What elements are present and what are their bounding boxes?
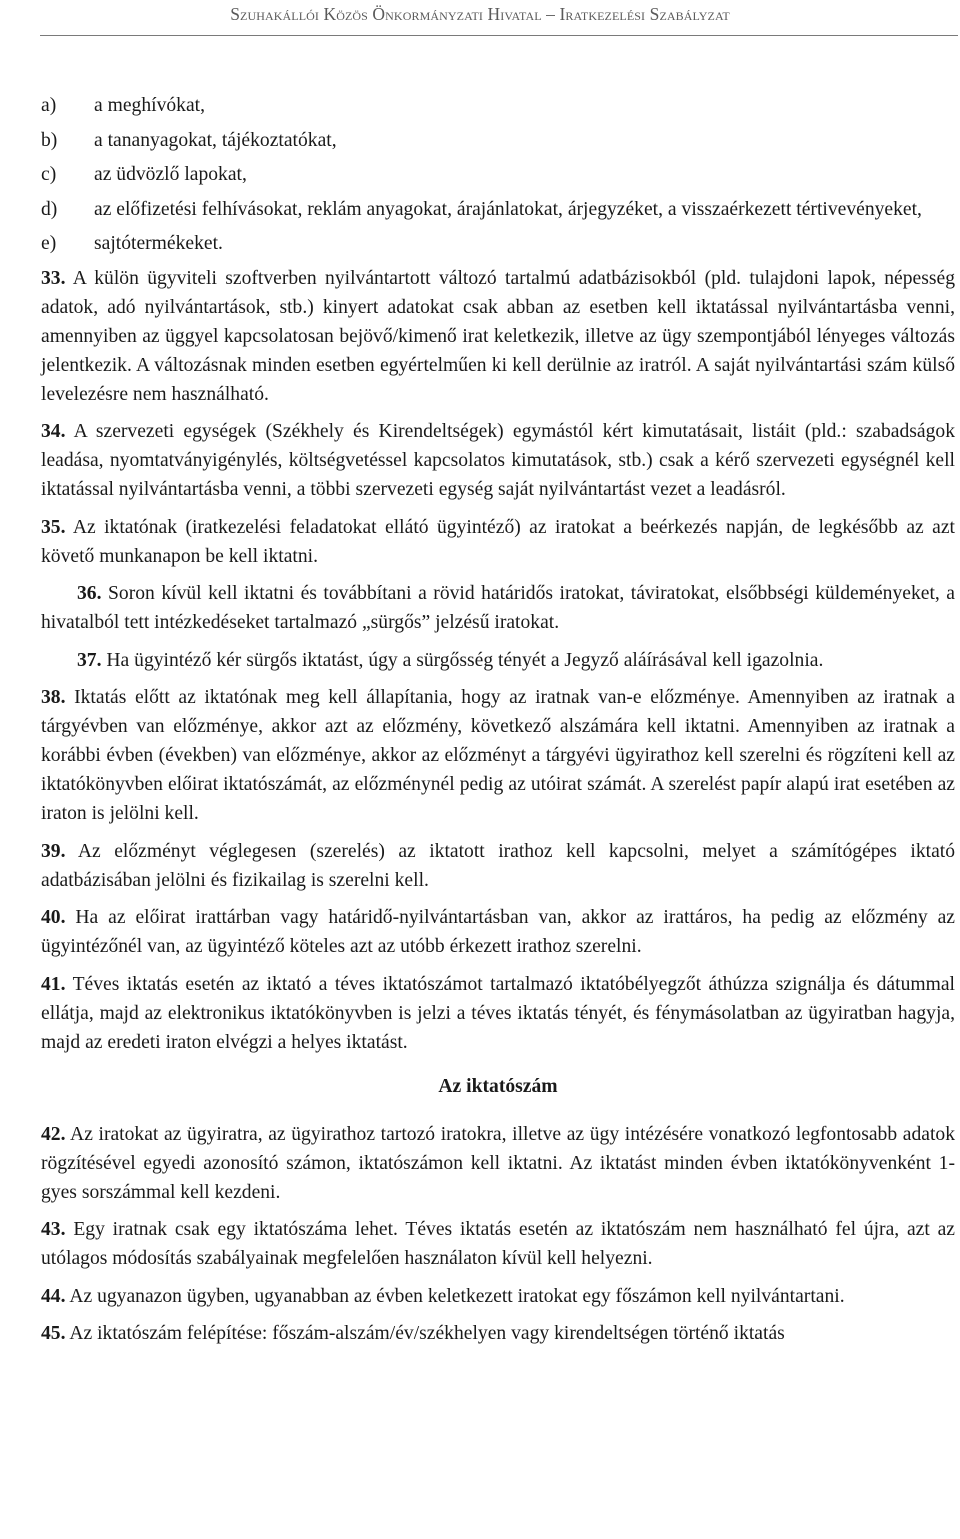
paragraph-text: Soron kívül kell iktatni és továbbítani a rövid határidős iratokat, táviratokat, elsőbbségi küldeményeket, a hivatalból tett intézkedéseket tartalmazó „sürgős” jelzésű iratokat. (41, 583, 955, 633)
paragraph-number: 39. (41, 840, 66, 862)
paragraph (41, 264, 955, 409)
paragraph-text: Az előzményt véglegesen (szerelés) az iktatott irathoz kell kapcsolni, melyet a számítógépes iktató adatbázisában jelölni és fizikailag is szerelni kell. (41, 840, 956, 891)
list-text: az előfizetési felhívásokat, reklám anyagokat, árajánlatokat, árjegyzéket, a visszaérkezett tértivevényeket, (94, 198, 922, 220)
paragraph-number: 33. (41, 267, 66, 289)
paragraph-number: 34. (41, 421, 66, 442)
paragraph-text: Az iratokat az ügyiratra, az ügyirathoz tartozó iratokra, illetve az ügy intézésére vonatkozó legfontosabb adatok rögzítésével egyedi azonosító számon, iktatószámon kell iktatni. Az iktatást minden évben iktatókönyvenként 1-gyes sorszámmal kell kezdeni. (41, 1123, 955, 1203)
section-heading: Az iktatószám (438, 1075, 558, 1097)
list-letter: a) (41, 95, 57, 116)
paragraph-text: Ha az előirat irattárban vagy határidő-nyilvántartásban van, akkor az irattáros, ha pedig az előzmény az ügyintézőnél van, az ügyintéző köteles azt az utóbb érkezett irathoz szerelni. (41, 907, 955, 957)
paragraph-number: 43. (41, 1219, 66, 1240)
list-item (41, 229, 955, 258)
paragraph-text: Az iktatónak (iratkezelési feladatokat ellátó ügyintéző) az iratokat a beérkezés napján, de legkésőbb az azt követő munkanapon be kell iktatni. (41, 516, 955, 567)
header-divider (40, 35, 958, 36)
paragraph-number: 35. (41, 516, 66, 538)
exclusion-list (41, 91, 955, 258)
paragraph-text: A szervezeti egységek (Székhely és Kirendeltségek) egymástól kért kimutatásait, listáit (pld.: szabadságok leadása, nyomtatványigénylés, költségvetéssel kapcsolatos kimutatások, stb.) csak a kérő szervezeti egységnél kell iktatással nyilvántartásba venni, a többi szervezeti egység saját nyilvántartást vezet a leadásról. (41, 421, 955, 500)
paragraph-number: 44. (41, 1285, 66, 1307)
paragraph-text: Téves iktatás esetén az iktató a téves iktatószámot tartalmazó iktatóbélyegzőt áthúzza szignálja és dátummal ellátja, majd az elektronikus iktatókönyvben is jelzi a téves iktatás tényét, és fénymásolatban az ügyiratban hagyja, majd az eredeti iraton elvégzi a helyes iktatást. (41, 973, 955, 1053)
paragraph-text: Az ugyanazon ügyben, ugyanabban az évben keletkezett iratokat egy főszámon kell nyilvántartani. (69, 1285, 845, 1307)
paragraph (41, 970, 955, 1057)
paragraph (41, 646, 955, 675)
paragraph-number: 41. (41, 973, 66, 995)
paragraph (41, 683, 955, 828)
list-text: a meghívókat, (94, 95, 205, 116)
paragraph (41, 1282, 955, 1311)
paragraph-number: 38. (41, 687, 66, 708)
list-item (41, 91, 955, 120)
paragraph-number: 37. (77, 649, 102, 671)
paragraph (41, 837, 955, 895)
paragraph-number: 45. (41, 1323, 66, 1344)
numbered-paragraphs (41, 264, 955, 1057)
paragraph (41, 1319, 955, 1348)
paragraph-number: 36. (77, 583, 102, 604)
list-letter: e) (41, 233, 57, 254)
paragraph-text: Az iktatószám felépítése: főszám-alszám/év/székhelyen vagy kirendeltségen történő iktatás (69, 1323, 785, 1344)
paragraph (41, 1215, 955, 1273)
document-body (41, 91, 955, 1357)
paragraph (41, 1120, 955, 1207)
list-item (41, 160, 955, 189)
list-item (41, 126, 955, 155)
numbered-paragraphs-b (41, 1120, 955, 1349)
list-letter: d) (41, 198, 58, 220)
paragraph (41, 513, 955, 571)
paragraph (41, 579, 955, 637)
paragraph-number: 40. (41, 907, 66, 928)
paragraph-text: Iktatás előtt az iktatónak meg kell állapítania, hogy az iratnak van-e előzménye. Amennyiben az iratnak a tárgyévben van előzménye, akkor azt az előzmény, következő alszámára kell iktatni. Amennyiben az iratnak a korábbi évben (években) van előzménye, akkor az előzményt a tárgyévi ügyirathoz kell szerelni és rögzíteni kell az iktatókönyvben előirat iktatószámát, az előzménynél pedig az utóirat számát. A szerelést papír alapú irat esetében az iraton is jelölni kell. (41, 687, 955, 824)
page-header: Szuhakállói Közös Önkormányzati Hivatal – Iratkezelési Szabályzat (230, 4, 730, 24)
paragraph (41, 417, 955, 504)
paragraph-text: A külön ügyviteli szoftverben nyilvántartott változó tartalmú adatbázisokból (pld. tulajdoni lapok, népesség adatok, adó nyilvántartások, stb.) kinyert adatokat csak abban az esetben kell iktatással nyilvántartásba venni, amennyiben az üggyel kapcsolatosan bejövő/kimenő irat keletkezik, illetve az ügy szempontjából lényeges változás jelentkezik. A változásnak minden esetben egyértelműen ki kell derülnie az iratról. A saját nyilvántartási szám külső levelezésre nem használható. (41, 267, 955, 405)
list-item (41, 195, 955, 224)
list-letter: c) (41, 164, 57, 185)
paragraph-number: 42. (41, 1123, 66, 1145)
paragraph-text: Ha ügyintéző kér sürgős iktatást, úgy a sürgősség tényét a Jegyző aláírásával kell igazolnia. (106, 649, 824, 671)
list-text: az üdvözlő lapokat, (94, 164, 247, 185)
paragraph-text: Egy iratnak csak egy iktatószáma lehet. Téves iktatás esetén az iktatószám nem használható fel újra, azt az utólagos módosítás szabályainak megfelelően használaton kívül kell helyezni. (41, 1219, 956, 1269)
list-text: a tananyagokat, tájékoztatókat, (94, 129, 337, 151)
paragraph (41, 903, 955, 961)
list-text: sajtótermékeket. (94, 233, 223, 254)
list-letter: b) (41, 129, 58, 151)
